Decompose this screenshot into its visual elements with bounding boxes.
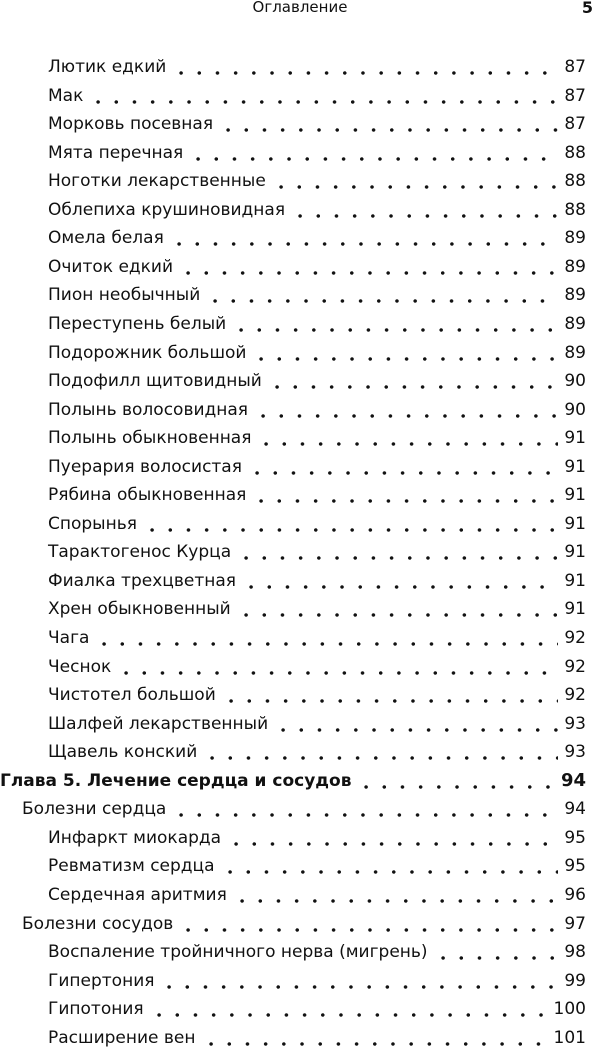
toc-entry-title: Спорынья bbox=[48, 513, 137, 534]
toc-entry bbox=[48, 139, 586, 167]
toc-entry bbox=[48, 281, 586, 309]
toc-entry bbox=[48, 653, 586, 681]
toc-entry-page: 91 bbox=[564, 599, 586, 620]
toc-entry-title: Очиток едкий bbox=[48, 256, 174, 277]
dot-leader bbox=[170, 224, 559, 252]
toc-entry-page: 91 bbox=[564, 485, 586, 506]
dot-leader bbox=[179, 910, 558, 938]
toc-entry-title: Болезни сосудов bbox=[22, 913, 174, 934]
dot-leader bbox=[248, 453, 558, 481]
dot-leader bbox=[143, 510, 558, 538]
toc-entry bbox=[48, 481, 586, 509]
toc-entry-title: Воспаление тройничного нерва (мигрень) bbox=[48, 942, 428, 963]
toc-entry-title: Мята перечная bbox=[48, 142, 184, 163]
toc-entry-page: 91 bbox=[564, 456, 586, 477]
toc-entry-title: Гипотония bbox=[48, 999, 144, 1020]
toc-chapter-entry bbox=[0, 767, 586, 795]
toc-entry bbox=[48, 110, 586, 138]
toc-entry bbox=[48, 424, 586, 452]
toc-entry-title: Чага bbox=[48, 628, 90, 648]
dot-leader bbox=[268, 367, 559, 395]
toc-entry-page: 97 bbox=[564, 913, 586, 934]
toc-entry-page: 89 bbox=[564, 285, 586, 306]
dot-leader bbox=[233, 881, 559, 909]
toc-entry-page: 90 bbox=[564, 399, 586, 420]
toc-entry-title: Хрен обыкновенный bbox=[48, 599, 231, 620]
toc-entry-page: 93 bbox=[564, 742, 586, 763]
dot-leader bbox=[254, 396, 558, 424]
page-number: 5 bbox=[581, 0, 593, 17]
toc-entry-title: Морковь посевная bbox=[48, 114, 214, 135]
toc-entry bbox=[48, 310, 586, 338]
toc-entry bbox=[48, 510, 586, 538]
toc-entry bbox=[48, 938, 586, 966]
toc-entry bbox=[48, 738, 586, 766]
toc-entry-page: 101 bbox=[553, 1027, 586, 1048]
toc-entry bbox=[48, 1024, 586, 1052]
toc-entry-title: Тарактогенос Курца bbox=[48, 542, 232, 563]
toc-entry-page: 87 bbox=[564, 85, 586, 106]
toc-entry bbox=[48, 881, 586, 909]
toc-entry bbox=[48, 224, 586, 252]
toc-entry-title: Мак bbox=[48, 85, 84, 106]
dot-leader bbox=[89, 82, 558, 110]
toc-entry-page: 100 bbox=[553, 999, 586, 1020]
dot-leader bbox=[252, 339, 558, 367]
toc-entry bbox=[48, 567, 586, 595]
toc-entry bbox=[48, 196, 586, 224]
toc-entry-page: 88 bbox=[564, 199, 586, 220]
toc-entry-title: Переступень белый bbox=[48, 313, 227, 334]
toc-entry-title: Подорожник большой bbox=[48, 342, 247, 363]
toc-entry bbox=[48, 967, 586, 995]
dot-leader bbox=[179, 253, 558, 281]
toc-entry-page: 93 bbox=[564, 713, 586, 734]
toc-entry bbox=[48, 453, 586, 481]
dot-leader bbox=[237, 595, 559, 623]
dot-leader bbox=[206, 281, 558, 309]
dot-leader bbox=[172, 53, 558, 81]
toc-entry bbox=[48, 852, 586, 880]
dot-leader bbox=[434, 938, 559, 966]
toc-section-entry bbox=[22, 795, 586, 823]
toc-entry-title: Шалфей лекарственный bbox=[48, 713, 269, 734]
toc-entry-page: 91 bbox=[564, 570, 586, 591]
toc-entry-title: Полынь обыкновенная bbox=[48, 428, 252, 449]
toc-entry-title: Ревматизм сердца bbox=[48, 856, 215, 877]
running-header-title: Оглавление bbox=[252, 0, 348, 16]
toc-entry-title: Ноготки лекарственные bbox=[48, 171, 266, 192]
dot-leader bbox=[257, 424, 558, 452]
dot-leader bbox=[95, 624, 558, 652]
dot-leader bbox=[227, 824, 558, 852]
toc-entry bbox=[48, 167, 586, 195]
dot-leader bbox=[291, 196, 558, 224]
toc-entry-title: Чеснок bbox=[48, 656, 112, 677]
toc-entry-title: Лютик едкий bbox=[48, 57, 167, 77]
toc-entry-title: Щавель конский bbox=[48, 742, 198, 763]
toc-entry-title: Полынь волосовидная bbox=[48, 399, 249, 420]
toc-entry-page: 91 bbox=[564, 513, 586, 534]
dot-leader bbox=[272, 167, 559, 195]
toc-entry-page: 87 bbox=[564, 57, 586, 77]
toc-entry-page: 87 bbox=[564, 114, 586, 135]
toc-entry-title: Пион необычный bbox=[48, 285, 201, 306]
toc-entry-page: 92 bbox=[564, 628, 586, 648]
toc-entry-page: 95 bbox=[564, 827, 586, 848]
toc-entry-title: Рябина обыкновенная bbox=[48, 485, 247, 506]
toc-entry-title: Омела белая bbox=[48, 228, 164, 249]
toc-entry bbox=[48, 624, 586, 652]
toc-entry-page: 95 bbox=[564, 856, 586, 877]
toc-entry bbox=[48, 538, 586, 566]
toc-entry-page: 96 bbox=[564, 884, 586, 905]
toc-entry-title: Чистотел большой bbox=[48, 685, 216, 706]
toc-entry-page: 89 bbox=[564, 228, 586, 249]
toc-entry-title: Фиалка трехцветная bbox=[48, 570, 236, 591]
toc-entry-page: 92 bbox=[564, 685, 586, 706]
toc-entry-title: Сердечная аритмия bbox=[48, 884, 227, 905]
toc-entry-page: 89 bbox=[564, 256, 586, 277]
toc-entry bbox=[48, 367, 586, 395]
toc-entry-page: 99 bbox=[564, 970, 586, 991]
toc-entry bbox=[48, 681, 586, 709]
toc-entry bbox=[48, 396, 586, 424]
toc-entry bbox=[48, 710, 586, 738]
toc-entry bbox=[48, 995, 586, 1023]
toc-entry-page: 94 bbox=[560, 769, 586, 791]
toc-entry-page: 88 bbox=[564, 142, 586, 163]
toc-entry bbox=[48, 253, 586, 281]
toc-entry-page: 89 bbox=[564, 313, 586, 334]
dot-leader bbox=[189, 139, 558, 167]
toc-entry-page: 94 bbox=[564, 799, 586, 820]
toc-entry bbox=[48, 82, 586, 110]
dot-leader bbox=[160, 967, 558, 995]
toc-entry-page: 98 bbox=[564, 942, 586, 963]
toc-entry-title: Расширение вен bbox=[48, 1027, 196, 1048]
toc-entry-title: Глава 5. Лечение сердца и сосудов bbox=[0, 770, 352, 791]
toc-entry-title: Пуерария волосистая bbox=[48, 456, 242, 477]
toc-entry-page: 92 bbox=[564, 656, 586, 677]
toc-entry-title: Гипертония bbox=[48, 970, 155, 991]
dot-leader bbox=[252, 481, 558, 509]
dot-leader bbox=[203, 738, 558, 766]
toc-entry-page: 89 bbox=[564, 342, 586, 363]
dot-leader bbox=[150, 995, 548, 1023]
toc-entry bbox=[48, 595, 586, 623]
dot-leader bbox=[202, 1024, 548, 1052]
toc-entry bbox=[48, 339, 586, 367]
toc-entry-page: 90 bbox=[564, 371, 586, 392]
toc-entry-title: Облепиха крушиновидная bbox=[48, 199, 286, 220]
toc-entry-page: 88 bbox=[564, 171, 586, 192]
dot-leader bbox=[221, 852, 559, 880]
dot-leader bbox=[219, 110, 558, 138]
toc-entry bbox=[48, 824, 586, 852]
dot-leader bbox=[222, 681, 559, 709]
toc-entry-page: 91 bbox=[564, 428, 586, 449]
dot-leader bbox=[242, 567, 558, 595]
dot-leader bbox=[232, 310, 558, 338]
dot-leader bbox=[357, 767, 554, 795]
toc-entry bbox=[48, 53, 586, 81]
toc-entry-page: 91 bbox=[564, 542, 586, 563]
toc-entry-title: Подофилл щитовидный bbox=[48, 371, 262, 392]
dot-leader bbox=[117, 653, 558, 681]
dot-leader bbox=[274, 710, 558, 738]
dot-leader bbox=[237, 538, 558, 566]
toc-entry-title: Инфаркт миокарда bbox=[48, 827, 222, 848]
dot-leader bbox=[172, 795, 558, 823]
running-header bbox=[0, 0, 600, 22]
toc-section-entry bbox=[22, 910, 586, 938]
toc-entry-title: Болезни сердца bbox=[22, 799, 167, 820]
